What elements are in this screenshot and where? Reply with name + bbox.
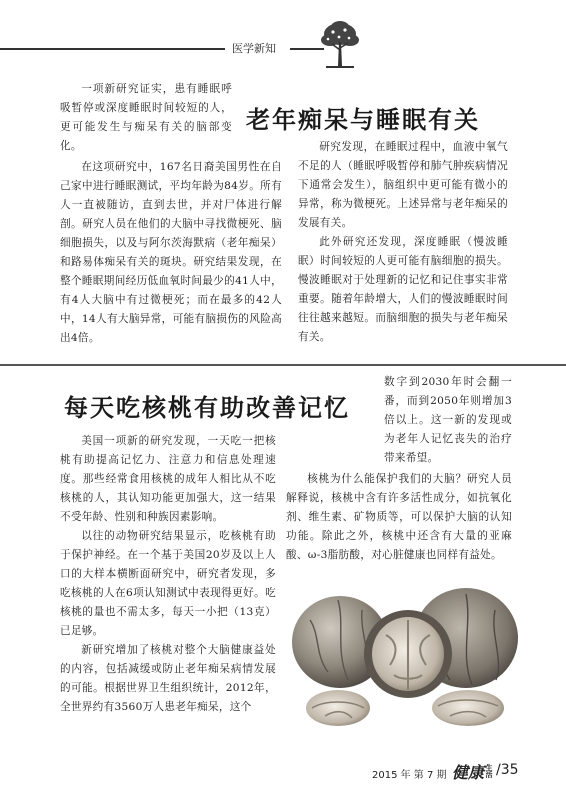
- article2-left-text: [60, 432, 276, 717]
- article1-paragraph: 研究发现，在睡眠过程中，血液中氧气不足的人（睡眠呼吸暂停和肺气肿疾病情况下通常会发生），脑组织中更可能有微小的异常，称为微梗死。上述异常与老年痴呆的发展有关。: [298, 141, 508, 229]
- magazine-brand: 健康: [452, 763, 485, 782]
- article1-title: 老年痴呆与睡眠有关: [246, 106, 480, 134]
- article1-paragraph: 此外研究还发现，深度睡眠（慢波睡眠）时间较短的人更可能有脑细胞的损失。慢波睡眠对于处理新的记忆和记住事实非常重要。随着年龄增大，人们的慢波睡眠时间往往越来越短。而脑细胞的损失与老年痴呆有关。: [298, 236, 508, 343]
- article1-paragraph: 在这项研究中，167名日裔美国男性在自己家中进行睡眠测试，平均年龄为84岁。所有人一直被随访，直到去世，并对尸体进行解剖。研究人员在他们的大脑中寻找微梗死、脑细胞损失，以及与阿尔茨海默病（老年痴呆）和路易体痴呆有关的斑块。研究结果发现，在整个睡眠期间经历低血氧时间最少的41人中，有4人大脑中有过微梗死；而在最多的42人中，14人有大脑异常，可能有脑损伤的风险高出4倍。: [60, 161, 282, 344]
- tree-icon: [318, 20, 362, 72]
- walnut-kernel-right: [432, 690, 504, 726]
- article2-right-top-text: [384, 373, 512, 468]
- magazine-brand-small: 生活: [485, 764, 493, 778]
- page-number: /35: [496, 762, 519, 778]
- section-label: 医学新知: [232, 42, 276, 55]
- article2-paragraph: 美国一项新的研究发现，一天吃一把核桃有助提高记忆力、注意力和信息处理速度。那些经常食用核桃的成年人相比从不吃核桃的人，其认知功能更加强大，这一结果不受年龄、性别和种族因素影响。: [60, 435, 276, 523]
- article2-right-text: [286, 470, 512, 565]
- walnuts-image: [290, 580, 522, 730]
- article2-paragraph: 新研究增加了核桃对整个大脑健康益处的内容，包括减缓或防止老年痴呆病情发展的可能。根据世界卫生组织统计，2012年，全世界约有3560万人患老年痴呆，这个: [60, 644, 276, 713]
- header-rule-left: [0, 48, 225, 50]
- article2-paragraph: 数字到2030年时会翻一番，而到2050年则增加3倍以上。这一新的发现或为老年人记忆丧失的治疗带来希望。: [384, 376, 512, 464]
- walnut-kernel-left: [306, 690, 370, 726]
- article2-title: 每天吃核桃有助改善记忆: [64, 394, 350, 422]
- article1-lead: [60, 80, 232, 156]
- lead-paragraph: 一项新研究证实，患有睡眠呼吸暂停或深度睡眠时间较短的人，更可能发生与痴呆有关的脑部变化。: [60, 83, 232, 152]
- article-divider: [0, 364, 566, 366]
- article1-right-text: [298, 138, 508, 347]
- article2-paragraph: 以往的动物研究结果显示，吃核桃有助于保护神经。在一个基于美国20岁及以上人口的大样本横断面研究中，研究者发现，多吃核桃的人在6项认知测试中表现得更好。吃核桃的量也不需太多，每天一小把（13克）已足够。: [60, 530, 276, 637]
- article2-paragraph: 核桃为什么能保护我们的大脑？研究人员解释说，核桃中含有许多活性成分，如抗氧化剂、维生素、矿物质等，可以保护大脑的认知功能。除此之外，核桃中还含有大量的亚麻酸、ω-3脂肪酸，对心脏健康也同样有益处。: [286, 473, 512, 561]
- article1-left-text: [60, 158, 282, 348]
- issue-info: 2015 年 第 7 期: [372, 770, 447, 781]
